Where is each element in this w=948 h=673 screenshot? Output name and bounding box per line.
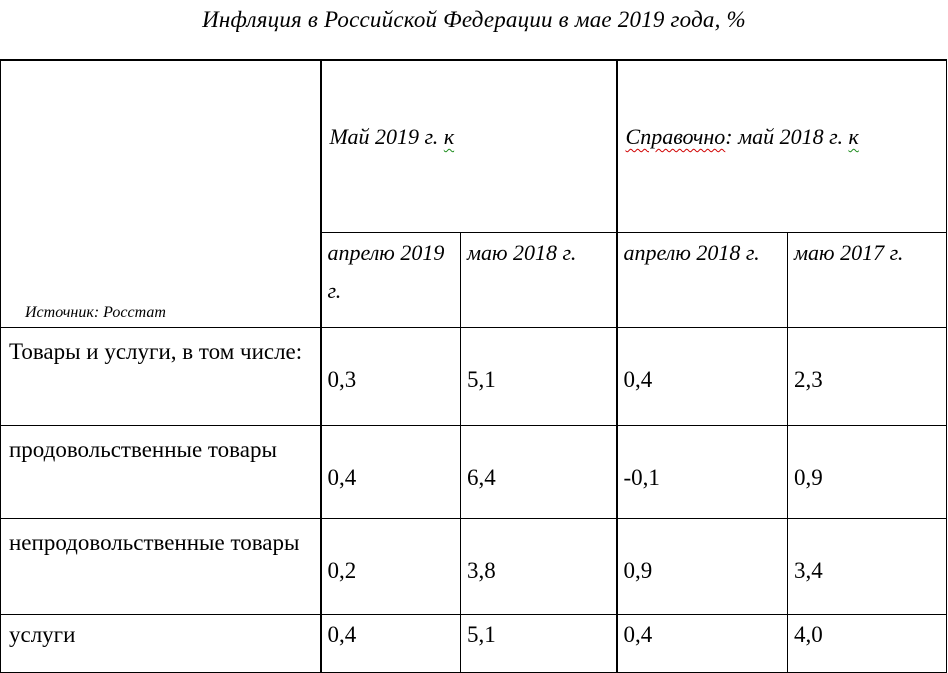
table-row [1,518,947,614]
row-label: услуги [1,614,321,672]
corner-cell [1,60,321,327]
page-title: Инфляция в Российской Федерации в мае 2019 года, % [202,7,746,32]
header-group-label: Май 2019 г. к [329,124,455,149]
header-group-label: Справочно: май 2018 г. к [625,124,859,149]
table-row [1,327,947,425]
table-cell: 0,4 [321,614,461,672]
table-row [1,614,947,672]
header-group-may-2018 [617,60,947,232]
table-cell: 0,3 [321,327,461,425]
inflation-table [0,59,947,673]
source-note: Источник: Росстат [25,303,166,321]
table-cell: 3,4 [788,518,947,614]
header-row-1 [1,60,947,232]
table-cell: 5,1 [461,327,617,425]
header-sub-may-2017: маю 2017 г. [788,232,947,327]
table-cell: 0,9 [788,425,947,518]
table-cell: 0,4 [617,327,788,425]
table-cell: 6,4 [461,425,617,518]
table-cell: 0,9 [617,518,788,614]
header-sub-april-2018: апрелю 2018 г. [617,232,788,327]
table-cell: 2,3 [788,327,947,425]
spellcheck-word: к [443,124,455,149]
spellcheck-word: Справочно [625,124,726,149]
row-label: продовольственные товары [1,425,321,518]
table-cell: 0,4 [617,614,788,672]
table-cell: 5,1 [461,614,617,672]
row-label: Товары и услуги, в том числе: [1,327,321,425]
table-cell: -0,1 [617,425,788,518]
row-label: непродовольственные товары [1,518,321,614]
spellcheck-word: к [848,124,859,149]
table-cell: 0,2 [321,518,461,614]
table-cell: 4,0 [788,614,947,672]
table-cell: 3,8 [461,518,617,614]
header-sub-april-2019: апрелю 2019 г. [321,232,461,327]
table-row [1,425,947,518]
header-group-may-2019 [321,60,617,232]
header-sub-may-2018: маю 2018 г. [461,232,617,327]
table-cell: 0,4 [321,425,461,518]
